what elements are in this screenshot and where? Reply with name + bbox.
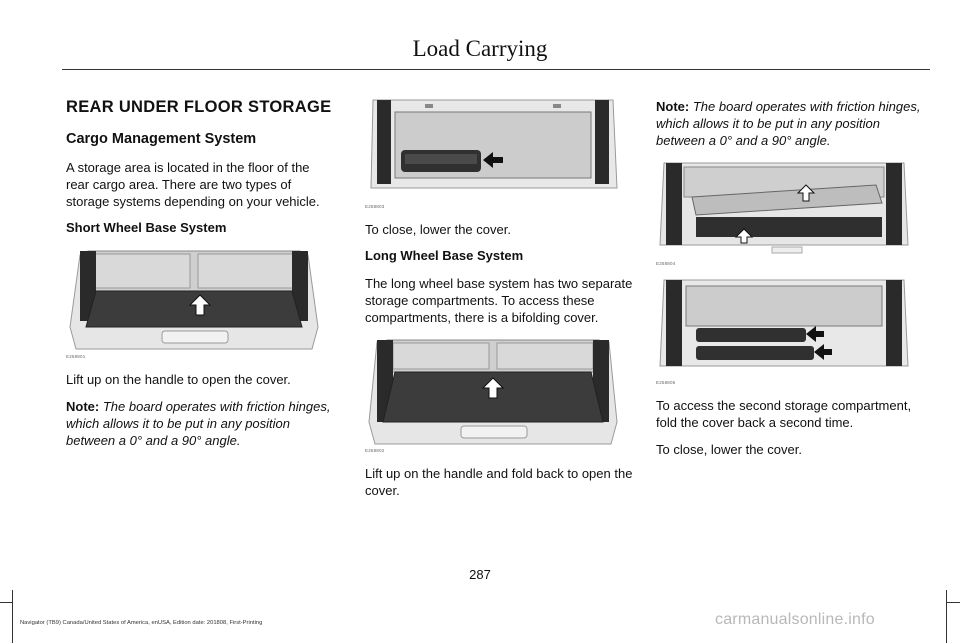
- second-compartment-paragraph: To access the second storage compartment, fold the cover back a second time.: [656, 398, 912, 430]
- page-header-title: Load Carrying: [412, 36, 548, 61]
- bifold-cover-first-fold-illustration: [656, 159, 912, 259]
- long-cargo-area-illustration: [365, 336, 621, 446]
- intro-paragraph: A storage area is located in the floor of the rear cargo area. There are two types of storage systems depending on your vehicle.: [66, 160, 320, 209]
- fold-instruction: Lift up on the handle and fold back to open the cover.: [365, 466, 633, 498]
- figure-cover-raised: [365, 98, 635, 202]
- figure-code: E258803: [365, 204, 385, 209]
- figure-bifold-second: [656, 278, 932, 378]
- note-paragraph: [66, 398, 336, 449]
- crop-mark: [946, 590, 947, 643]
- close-instruction: To close, lower the cover.: [656, 442, 802, 457]
- note-label: Note:: [66, 399, 100, 414]
- crop-mark: [0, 602, 12, 603]
- long-intro-paragraph: The long wheel base system has two separate storage compartments. To access these compartments, there is a bifolding cover.: [365, 276, 633, 325]
- long-wheelbase-label: Long Wheel Base System: [365, 248, 524, 263]
- crop-mark: [947, 602, 960, 603]
- figure-bifold-first: [656, 159, 932, 259]
- watermark: carmanualsonline.info: [715, 611, 875, 628]
- figure-code: E258804: [656, 261, 676, 266]
- column-2: [365, 98, 635, 509]
- figure-code: E258802: [365, 448, 385, 453]
- column-3: [656, 98, 932, 468]
- column-1: [66, 98, 336, 459]
- figure-short-wheelbase: [66, 247, 336, 352]
- open-instruction: Lift up on the handle to open the cover.: [66, 372, 291, 387]
- figure-long-wheelbase: [365, 336, 635, 446]
- note-paragraph: [656, 98, 932, 149]
- note-label: Note:: [656, 99, 690, 114]
- figure-code: E258805: [656, 380, 676, 385]
- figure-code: E258801: [66, 354, 86, 359]
- short-wheelbase-label: Short Wheel Base System: [66, 220, 227, 235]
- page-number: 287: [469, 567, 491, 582]
- close-instruction: To close, lower the cover.: [365, 222, 511, 237]
- subsection-heading: Cargo Management System: [66, 131, 257, 147]
- note-text: The board operates with friction hinges, which allows it to be put in any position between a 0° and a 90° angle.: [656, 99, 921, 148]
- cargo-cover-raised-illustration: [365, 98, 621, 202]
- footer-edition-info: Navigator (TB9) Canada/United States of America, enUSA, Edition date: 201808, First-Printing: [20, 620, 263, 626]
- header-rule: [62, 69, 930, 70]
- crop-mark: [12, 590, 13, 643]
- note-text: The board operates with friction hinges, which allows it to be put in any position between a 0° and a 90° angle.: [66, 399, 331, 448]
- cargo-area-illustration: [66, 247, 322, 352]
- bifold-cover-second-fold-illustration: [656, 278, 912, 378]
- section-heading: REAR UNDER FLOOR STORAGE: [66, 98, 332, 116]
